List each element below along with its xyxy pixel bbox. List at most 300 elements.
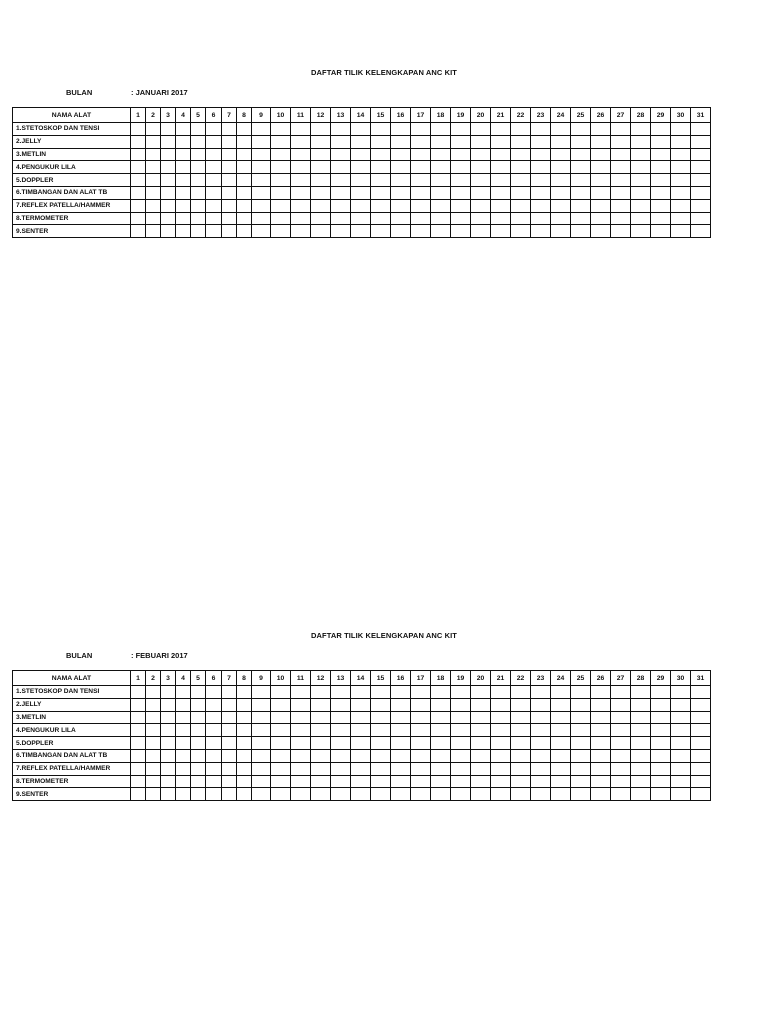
check-cell[interactable] xyxy=(391,148,411,161)
check-cell[interactable] xyxy=(331,225,351,238)
check-cell[interactable] xyxy=(511,135,531,148)
check-cell[interactable] xyxy=(176,161,191,174)
check-cell[interactable] xyxy=(291,724,311,737)
check-cell[interactable] xyxy=(571,686,591,699)
check-cell[interactable] xyxy=(331,737,351,750)
check-cell[interactable] xyxy=(611,186,631,199)
check-cell[interactable] xyxy=(651,212,671,225)
check-cell[interactable] xyxy=(691,199,711,212)
check-cell[interactable] xyxy=(271,186,291,199)
check-cell[interactable] xyxy=(146,199,161,212)
check-cell[interactable] xyxy=(571,762,591,775)
check-cell[interactable] xyxy=(351,775,371,788)
check-cell[interactable] xyxy=(252,788,271,801)
check-cell[interactable] xyxy=(161,186,176,199)
check-cell[interactable] xyxy=(511,686,531,699)
check-cell[interactable] xyxy=(222,199,237,212)
check-cell[interactable] xyxy=(491,161,511,174)
check-cell[interactable] xyxy=(131,724,146,737)
check-cell[interactable] xyxy=(631,711,651,724)
check-cell[interactable] xyxy=(237,698,252,711)
check-cell[interactable] xyxy=(531,762,551,775)
check-cell[interactable] xyxy=(571,135,591,148)
check-cell[interactable] xyxy=(671,724,691,737)
check-cell[interactable] xyxy=(651,737,671,750)
check-cell[interactable] xyxy=(631,186,651,199)
check-cell[interactable] xyxy=(311,135,331,148)
check-cell[interactable] xyxy=(611,199,631,212)
check-cell[interactable] xyxy=(176,225,191,238)
check-cell[interactable] xyxy=(451,775,471,788)
check-cell[interactable] xyxy=(206,123,222,136)
check-cell[interactable] xyxy=(146,174,161,187)
check-cell[interactable] xyxy=(431,123,451,136)
check-cell[interactable] xyxy=(331,123,351,136)
check-cell[interactable] xyxy=(176,174,191,187)
check-cell[interactable] xyxy=(471,788,491,801)
check-cell[interactable] xyxy=(691,186,711,199)
check-cell[interactable] xyxy=(161,135,176,148)
check-cell[interactable] xyxy=(651,148,671,161)
check-cell[interactable] xyxy=(691,698,711,711)
check-cell[interactable] xyxy=(161,711,176,724)
check-cell[interactable] xyxy=(331,161,351,174)
check-cell[interactable] xyxy=(161,762,176,775)
check-cell[interactable] xyxy=(311,123,331,136)
check-cell[interactable] xyxy=(146,737,161,750)
check-cell[interactable] xyxy=(291,161,311,174)
check-cell[interactable] xyxy=(671,749,691,762)
check-cell[interactable] xyxy=(611,711,631,724)
check-cell[interactable] xyxy=(222,148,237,161)
check-cell[interactable] xyxy=(671,123,691,136)
check-cell[interactable] xyxy=(391,775,411,788)
check-cell[interactable] xyxy=(371,711,391,724)
check-cell[interactable] xyxy=(311,749,331,762)
check-cell[interactable] xyxy=(291,135,311,148)
check-cell[interactable] xyxy=(691,174,711,187)
check-cell[interactable] xyxy=(146,225,161,238)
check-cell[interactable] xyxy=(591,724,611,737)
check-cell[interactable] xyxy=(161,148,176,161)
check-cell[interactable] xyxy=(411,749,431,762)
check-cell[interactable] xyxy=(651,698,671,711)
check-cell[interactable] xyxy=(351,788,371,801)
check-cell[interactable] xyxy=(191,698,206,711)
check-cell[interactable] xyxy=(551,749,571,762)
check-cell[interactable] xyxy=(451,686,471,699)
check-cell[interactable] xyxy=(237,775,252,788)
check-cell[interactable] xyxy=(451,225,471,238)
check-cell[interactable] xyxy=(291,762,311,775)
check-cell[interactable] xyxy=(431,762,451,775)
check-cell[interactable] xyxy=(691,749,711,762)
check-cell[interactable] xyxy=(471,724,491,737)
check-cell[interactable] xyxy=(252,148,271,161)
check-cell[interactable] xyxy=(651,749,671,762)
check-cell[interactable] xyxy=(531,123,551,136)
check-cell[interactable] xyxy=(222,686,237,699)
check-cell[interactable] xyxy=(331,775,351,788)
check-cell[interactable] xyxy=(291,148,311,161)
check-cell[interactable] xyxy=(146,186,161,199)
check-cell[interactable] xyxy=(471,199,491,212)
check-cell[interactable] xyxy=(611,749,631,762)
check-cell[interactable] xyxy=(311,199,331,212)
check-cell[interactable] xyxy=(431,199,451,212)
check-cell[interactable] xyxy=(451,212,471,225)
check-cell[interactable] xyxy=(131,749,146,762)
check-cell[interactable] xyxy=(351,174,371,187)
check-cell[interactable] xyxy=(511,749,531,762)
check-cell[interactable] xyxy=(311,737,331,750)
check-cell[interactable] xyxy=(591,148,611,161)
check-cell[interactable] xyxy=(471,174,491,187)
check-cell[interactable] xyxy=(591,212,611,225)
check-cell[interactable] xyxy=(491,775,511,788)
check-cell[interactable] xyxy=(206,775,222,788)
check-cell[interactable] xyxy=(571,775,591,788)
check-cell[interactable] xyxy=(176,737,191,750)
check-cell[interactable] xyxy=(431,148,451,161)
check-cell[interactable] xyxy=(491,186,511,199)
check-cell[interactable] xyxy=(631,123,651,136)
check-cell[interactable] xyxy=(491,711,511,724)
check-cell[interactable] xyxy=(411,161,431,174)
check-cell[interactable] xyxy=(531,724,551,737)
check-cell[interactable] xyxy=(691,123,711,136)
check-cell[interactable] xyxy=(351,711,371,724)
check-cell[interactable] xyxy=(191,749,206,762)
check-cell[interactable] xyxy=(511,212,531,225)
check-cell[interactable] xyxy=(591,161,611,174)
check-cell[interactable] xyxy=(491,749,511,762)
check-cell[interactable] xyxy=(161,686,176,699)
check-cell[interactable] xyxy=(451,711,471,724)
check-cell[interactable] xyxy=(252,199,271,212)
check-cell[interactable] xyxy=(191,762,206,775)
check-cell[interactable] xyxy=(311,724,331,737)
check-cell[interactable] xyxy=(691,225,711,238)
check-cell[interactable] xyxy=(431,788,451,801)
check-cell[interactable] xyxy=(631,749,651,762)
check-cell[interactable] xyxy=(411,737,431,750)
check-cell[interactable] xyxy=(191,775,206,788)
check-cell[interactable] xyxy=(551,225,571,238)
check-cell[interactable] xyxy=(411,123,431,136)
check-cell[interactable] xyxy=(591,123,611,136)
check-cell[interactable] xyxy=(671,686,691,699)
check-cell[interactable] xyxy=(531,135,551,148)
check-cell[interactable] xyxy=(311,148,331,161)
check-cell[interactable] xyxy=(131,711,146,724)
check-cell[interactable] xyxy=(691,762,711,775)
check-cell[interactable] xyxy=(651,711,671,724)
check-cell[interactable] xyxy=(651,161,671,174)
check-cell[interactable] xyxy=(491,212,511,225)
check-cell[interactable] xyxy=(206,762,222,775)
check-cell[interactable] xyxy=(391,762,411,775)
check-cell[interactable] xyxy=(511,724,531,737)
check-cell[interactable] xyxy=(651,225,671,238)
check-cell[interactable] xyxy=(206,788,222,801)
check-cell[interactable] xyxy=(191,724,206,737)
check-cell[interactable] xyxy=(391,737,411,750)
check-cell[interactable] xyxy=(311,212,331,225)
check-cell[interactable] xyxy=(237,161,252,174)
check-cell[interactable] xyxy=(176,186,191,199)
check-cell[interactable] xyxy=(191,212,206,225)
check-cell[interactable] xyxy=(551,199,571,212)
check-cell[interactable] xyxy=(237,225,252,238)
check-cell[interactable] xyxy=(176,749,191,762)
check-cell[interactable] xyxy=(371,212,391,225)
check-cell[interactable] xyxy=(222,135,237,148)
check-cell[interactable] xyxy=(591,199,611,212)
check-cell[interactable] xyxy=(611,737,631,750)
check-cell[interactable] xyxy=(131,788,146,801)
check-cell[interactable] xyxy=(431,775,451,788)
check-cell[interactable] xyxy=(551,724,571,737)
check-cell[interactable] xyxy=(176,123,191,136)
check-cell[interactable] xyxy=(271,749,291,762)
check-cell[interactable] xyxy=(431,698,451,711)
check-cell[interactable] xyxy=(371,724,391,737)
check-cell[interactable] xyxy=(431,225,451,238)
check-cell[interactable] xyxy=(571,148,591,161)
check-cell[interactable] xyxy=(391,724,411,737)
check-cell[interactable] xyxy=(691,788,711,801)
check-cell[interactable] xyxy=(351,186,371,199)
check-cell[interactable] xyxy=(206,199,222,212)
check-cell[interactable] xyxy=(691,711,711,724)
check-cell[interactable] xyxy=(176,135,191,148)
check-cell[interactable] xyxy=(146,135,161,148)
check-cell[interactable] xyxy=(411,148,431,161)
check-cell[interactable] xyxy=(351,762,371,775)
check-cell[interactable] xyxy=(671,711,691,724)
check-cell[interactable] xyxy=(511,762,531,775)
check-cell[interactable] xyxy=(651,199,671,212)
check-cell[interactable] xyxy=(671,225,691,238)
check-cell[interactable] xyxy=(631,737,651,750)
check-cell[interactable] xyxy=(271,135,291,148)
check-cell[interactable] xyxy=(291,212,311,225)
check-cell[interactable] xyxy=(131,775,146,788)
check-cell[interactable] xyxy=(551,212,571,225)
check-cell[interactable] xyxy=(331,724,351,737)
check-cell[interactable] xyxy=(591,775,611,788)
check-cell[interactable] xyxy=(351,686,371,699)
check-cell[interactable] xyxy=(271,161,291,174)
check-cell[interactable] xyxy=(291,225,311,238)
check-cell[interactable] xyxy=(291,788,311,801)
check-cell[interactable] xyxy=(331,788,351,801)
check-cell[interactable] xyxy=(146,775,161,788)
check-cell[interactable] xyxy=(671,186,691,199)
check-cell[interactable] xyxy=(206,174,222,187)
check-cell[interactable] xyxy=(651,788,671,801)
check-cell[interactable] xyxy=(191,225,206,238)
check-cell[interactable] xyxy=(237,212,252,225)
check-cell[interactable] xyxy=(551,788,571,801)
check-cell[interactable] xyxy=(252,749,271,762)
check-cell[interactable] xyxy=(611,788,631,801)
check-cell[interactable] xyxy=(431,724,451,737)
check-cell[interactable] xyxy=(691,775,711,788)
check-cell[interactable] xyxy=(491,762,511,775)
check-cell[interactable] xyxy=(371,737,391,750)
check-cell[interactable] xyxy=(131,686,146,699)
check-cell[interactable] xyxy=(391,686,411,699)
check-cell[interactable] xyxy=(191,161,206,174)
check-cell[interactable] xyxy=(591,186,611,199)
check-cell[interactable] xyxy=(611,148,631,161)
check-cell[interactable] xyxy=(371,749,391,762)
check-cell[interactable] xyxy=(571,123,591,136)
check-cell[interactable] xyxy=(252,174,271,187)
check-cell[interactable] xyxy=(222,698,237,711)
check-cell[interactable] xyxy=(671,775,691,788)
check-cell[interactable] xyxy=(571,698,591,711)
check-cell[interactable] xyxy=(311,174,331,187)
check-cell[interactable] xyxy=(651,123,671,136)
check-cell[interactable] xyxy=(491,788,511,801)
check-cell[interactable] xyxy=(351,199,371,212)
check-cell[interactable] xyxy=(206,186,222,199)
check-cell[interactable] xyxy=(131,212,146,225)
check-cell[interactable] xyxy=(191,123,206,136)
check-cell[interactable] xyxy=(176,711,191,724)
check-cell[interactable] xyxy=(191,174,206,187)
check-cell[interactable] xyxy=(551,737,571,750)
check-cell[interactable] xyxy=(611,123,631,136)
check-cell[interactable] xyxy=(551,174,571,187)
check-cell[interactable] xyxy=(591,711,611,724)
check-cell[interactable] xyxy=(131,161,146,174)
check-cell[interactable] xyxy=(391,186,411,199)
check-cell[interactable] xyxy=(551,762,571,775)
check-cell[interactable] xyxy=(411,698,431,711)
check-cell[interactable] xyxy=(291,686,311,699)
check-cell[interactable] xyxy=(331,212,351,225)
check-cell[interactable] xyxy=(311,686,331,699)
check-cell[interactable] xyxy=(571,186,591,199)
check-cell[interactable] xyxy=(511,788,531,801)
check-cell[interactable] xyxy=(371,762,391,775)
check-cell[interactable] xyxy=(291,123,311,136)
check-cell[interactable] xyxy=(671,161,691,174)
check-cell[interactable] xyxy=(252,186,271,199)
check-cell[interactable] xyxy=(391,698,411,711)
check-cell[interactable] xyxy=(271,212,291,225)
check-cell[interactable] xyxy=(691,686,711,699)
check-cell[interactable] xyxy=(291,698,311,711)
check-cell[interactable] xyxy=(651,686,671,699)
check-cell[interactable] xyxy=(671,737,691,750)
check-cell[interactable] xyxy=(176,698,191,711)
check-cell[interactable] xyxy=(161,775,176,788)
check-cell[interactable] xyxy=(311,161,331,174)
check-cell[interactable] xyxy=(371,199,391,212)
check-cell[interactable] xyxy=(611,161,631,174)
check-cell[interactable] xyxy=(252,686,271,699)
check-cell[interactable] xyxy=(471,698,491,711)
check-cell[interactable] xyxy=(571,711,591,724)
check-cell[interactable] xyxy=(531,174,551,187)
check-cell[interactable] xyxy=(206,148,222,161)
check-cell[interactable] xyxy=(511,737,531,750)
check-cell[interactable] xyxy=(411,724,431,737)
check-cell[interactable] xyxy=(511,225,531,238)
check-cell[interactable] xyxy=(351,737,371,750)
check-cell[interactable] xyxy=(161,698,176,711)
check-cell[interactable] xyxy=(551,123,571,136)
check-cell[interactable] xyxy=(351,698,371,711)
check-cell[interactable] xyxy=(252,711,271,724)
check-cell[interactable] xyxy=(451,737,471,750)
check-cell[interactable] xyxy=(611,698,631,711)
check-cell[interactable] xyxy=(451,762,471,775)
check-cell[interactable] xyxy=(161,225,176,238)
check-cell[interactable] xyxy=(391,788,411,801)
check-cell[interactable] xyxy=(471,161,491,174)
check-cell[interactable] xyxy=(531,788,551,801)
check-cell[interactable] xyxy=(311,225,331,238)
check-cell[interactable] xyxy=(591,686,611,699)
check-cell[interactable] xyxy=(176,762,191,775)
check-cell[interactable] xyxy=(431,161,451,174)
check-cell[interactable] xyxy=(471,186,491,199)
check-cell[interactable] xyxy=(531,199,551,212)
check-cell[interactable] xyxy=(671,174,691,187)
check-cell[interactable] xyxy=(451,199,471,212)
check-cell[interactable] xyxy=(471,225,491,238)
check-cell[interactable] xyxy=(651,724,671,737)
check-cell[interactable] xyxy=(131,186,146,199)
check-cell[interactable] xyxy=(611,212,631,225)
check-cell[interactable] xyxy=(511,711,531,724)
check-cell[interactable] xyxy=(631,724,651,737)
check-cell[interactable] xyxy=(161,737,176,750)
check-cell[interactable] xyxy=(311,698,331,711)
check-cell[interactable] xyxy=(531,186,551,199)
check-cell[interactable] xyxy=(491,135,511,148)
check-cell[interactable] xyxy=(571,749,591,762)
check-cell[interactable] xyxy=(391,199,411,212)
check-cell[interactable] xyxy=(471,135,491,148)
check-cell[interactable] xyxy=(471,123,491,136)
check-cell[interactable] xyxy=(511,698,531,711)
check-cell[interactable] xyxy=(161,161,176,174)
check-cell[interactable] xyxy=(551,711,571,724)
check-cell[interactable] xyxy=(551,161,571,174)
check-cell[interactable] xyxy=(237,199,252,212)
check-cell[interactable] xyxy=(511,186,531,199)
check-cell[interactable] xyxy=(591,225,611,238)
check-cell[interactable] xyxy=(431,749,451,762)
check-cell[interactable] xyxy=(131,698,146,711)
check-cell[interactable] xyxy=(237,123,252,136)
check-cell[interactable] xyxy=(331,698,351,711)
check-cell[interactable] xyxy=(391,212,411,225)
check-cell[interactable] xyxy=(511,148,531,161)
check-cell[interactable] xyxy=(411,186,431,199)
check-cell[interactable] xyxy=(611,762,631,775)
check-cell[interactable] xyxy=(451,749,471,762)
check-cell[interactable] xyxy=(551,686,571,699)
check-cell[interactable] xyxy=(351,749,371,762)
